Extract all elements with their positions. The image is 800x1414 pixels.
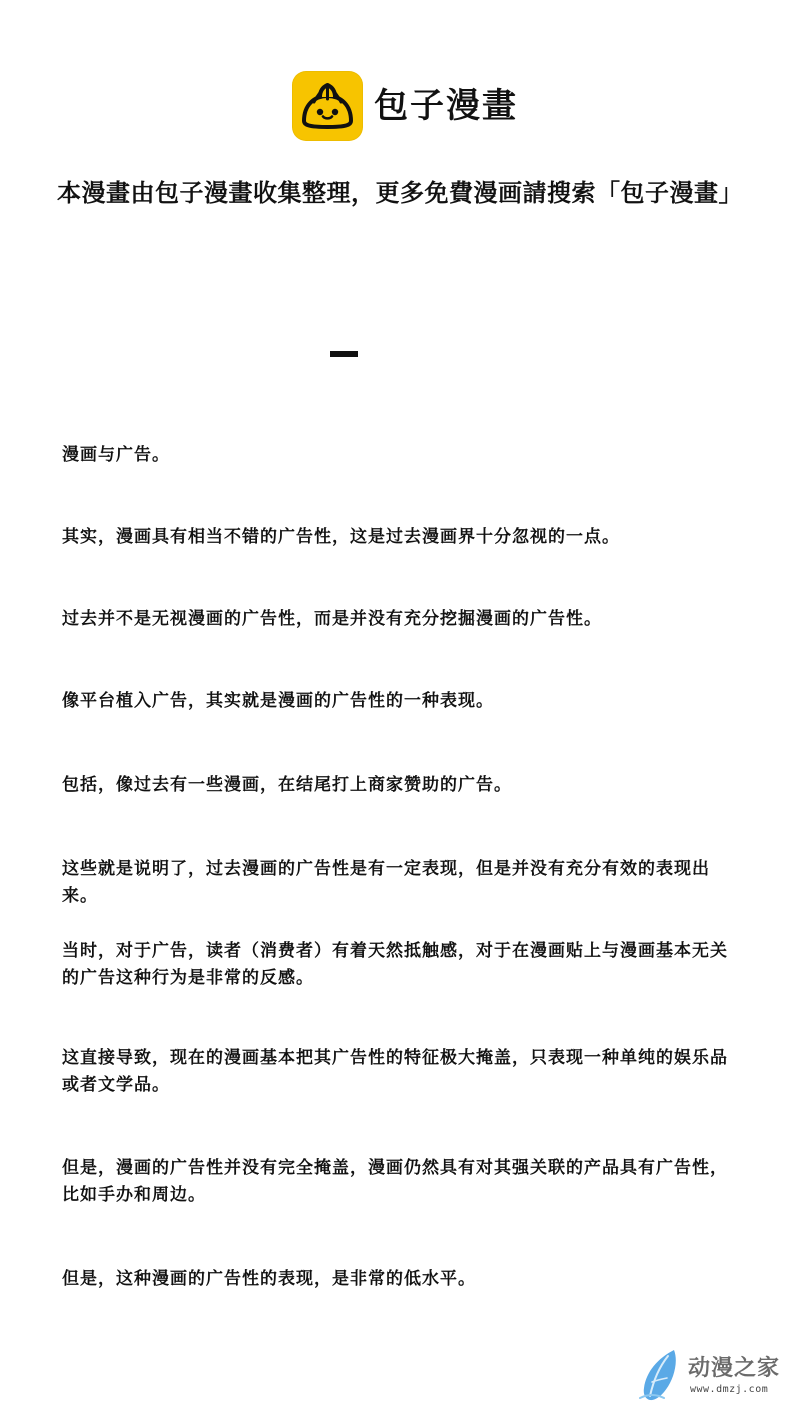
chapter-mark [330, 351, 358, 357]
paragraph: 包括，像过去有一些漫画，在结尾打上商家赞助的广告。 [62, 775, 512, 795]
paragraph: 漫画与广告。 [62, 445, 170, 465]
paragraph: 其实，漫画具有相当不错的广告性，这是过去漫画界十分忽视的一点。 [62, 527, 620, 547]
brand-name: 包子漫畫 [374, 86, 518, 126]
watermark-name: 动漫之家 [688, 1356, 781, 1381]
paragraph: 像平台植入广告，其实就是漫画的广告性的一种表现。 [62, 691, 494, 711]
paragraph: 这些就是说明了，过去漫画的广告性是有一定表现，但是并没有充分有效的表现出来。 [62, 859, 710, 906]
watermark [638, 1348, 790, 1404]
paragraph: 过去并不是无视漫画的广告性，而是并没有充分挖掘漫画的广告性。 [62, 609, 602, 629]
paragraph: 但是，这种漫画的广告性的表现，是非常的低水平。 [62, 1269, 476, 1289]
brand-header [292, 71, 522, 141]
watermark-url: www.dmzj.com [690, 1384, 769, 1395]
paragraph: 但是，漫画的广告性并没有完全掩盖，漫画仍然具有对其强关联的产品具有广告性，比如手办和周边。 [62, 1158, 728, 1205]
feather-icon [638, 1348, 684, 1402]
paragraph: 当时，对于广告，读者（消费者）有着天然抵触感，对于在漫画贴上与漫画基本无关的广告这种行为是非常的反感。 [62, 941, 728, 988]
paragraph: 这直接导致，现在的漫画基本把其广告性的特征极大掩盖，只表现一种单纯的娱乐品或者文学品。 [62, 1048, 728, 1095]
bun-face-icon [292, 71, 363, 141]
source-notice: 本漫畫由包子漫畫收集整理，更多免費漫画請搜索「包子漫畫」 [57, 179, 743, 207]
